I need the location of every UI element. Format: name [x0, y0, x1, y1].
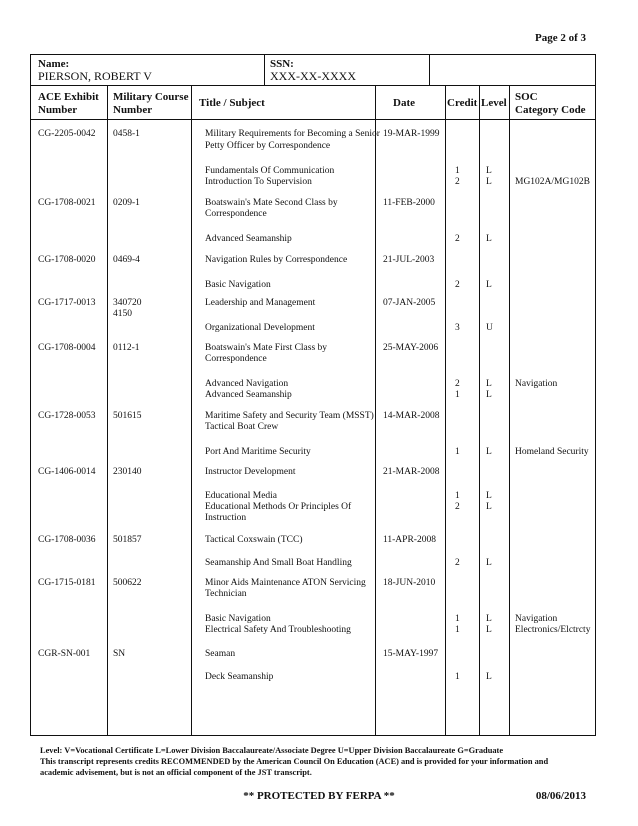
col-divider-date — [445, 85, 446, 735]
credit-value: 1 — [455, 447, 460, 457]
course-title: Tactical Boat Crew — [205, 422, 279, 432]
col-header-soc-1: SOC — [515, 91, 538, 103]
course-date: 07-JAN-2005 — [383, 298, 436, 308]
military-course-number: 4150 — [113, 309, 132, 319]
course-title: Seaman — [205, 649, 236, 659]
course-title: Boatswain's Mate Second Class by — [205, 198, 338, 208]
level-value: L — [486, 166, 492, 176]
col-header-ace-1: ACE Exhibit — [38, 91, 99, 103]
footer-legend — [40, 745, 600, 778]
course-title: Electrical Safety And Troubleshooting — [205, 625, 351, 635]
course-title: Military Requirements for Becoming a Senior — [205, 129, 380, 139]
course-title: Minor Aids Maintenance ATON Servicing — [205, 578, 366, 588]
military-course-number: 501615 — [113, 411, 142, 421]
course-title: Technician — [205, 589, 247, 599]
name-label: Name: — [38, 58, 70, 70]
level-value: L — [486, 672, 492, 682]
level-value: L — [486, 614, 492, 624]
level-value: L — [486, 502, 492, 512]
military-course-number: SN — [113, 649, 126, 659]
credit-value: 1 — [455, 166, 460, 176]
level-value: L — [486, 390, 492, 400]
course-title: Educational Methods Or Principles Of — [205, 502, 352, 512]
credit-value: 2 — [455, 558, 460, 568]
credit-value: 1 — [455, 625, 460, 635]
ace-exhibit-number: CG-1708-0004 — [38, 343, 96, 353]
course-date: 19-MAR-1999 — [383, 129, 440, 139]
military-course-number: 500622 — [113, 578, 142, 588]
course-title: Leadership and Management — [205, 298, 316, 308]
course-title: Fundamentals Of Communication — [205, 166, 335, 176]
credit-value: 1 — [455, 390, 460, 400]
course-title: Seamanship And Small Boat Handling — [205, 558, 352, 568]
course-title: Introduction To Supervision — [205, 177, 312, 187]
credit-value: 1 — [455, 672, 460, 682]
course-date: 11-FEB-2000 — [383, 198, 435, 208]
military-course-number: 0209-1 — [113, 198, 140, 208]
soc-category-code: MG102A/MG102B — [515, 177, 590, 187]
level-value: L — [486, 234, 492, 244]
level-value: L — [486, 558, 492, 568]
course-date: 21-JUL-2003 — [383, 255, 435, 265]
soc-category-code: Navigation — [515, 379, 558, 389]
ace-exhibit-number: CG-1728-0053 — [38, 411, 96, 421]
level-value: L — [486, 625, 492, 635]
level-value: L — [486, 379, 492, 389]
course-title: Instruction — [205, 513, 247, 523]
ace-note-line-2: academic advisement, but is not an official component of the JST transcript. — [40, 768, 312, 777]
course-date: 11-APR-2008 — [383, 535, 436, 545]
transcript-frame — [30, 54, 596, 736]
course-date: 18-JUN-2010 — [383, 578, 436, 588]
level-value: U — [486, 323, 493, 333]
credit-value: 2 — [455, 234, 460, 244]
ace-exhibit-number: CGR-SN-001 — [38, 649, 91, 659]
col-header-ace-2: Number — [38, 104, 78, 116]
ace-exhibit-number: CG-1717-0013 — [38, 298, 96, 308]
course-title: Maritime Safety and Security Team (MSST) — [205, 411, 374, 421]
course-title: Correspondence — [205, 209, 267, 219]
credit-value: 1 — [455, 491, 460, 501]
level-legend: Level: V=Vocational Certificate L=Lower Division Baccalaureate/Associate Degree U=Upper Division Baccalaureate G=Graduate — [40, 746, 504, 755]
ace-exhibit-number: CG-1708-0021 — [38, 198, 96, 208]
military-course-number: 0112-1 — [113, 343, 140, 353]
page-number: Page 2 of 3 — [534, 32, 586, 44]
ace-exhibit-number: CG-1406-0014 — [38, 467, 96, 477]
course-date: 14-MAR-2008 — [383, 411, 440, 421]
ace-note-line-1: This transcript represents credits RECOMMENDED by the American Council On Education (ACE) and is provided for your information and — [40, 757, 549, 766]
course-date: 15-MAY-1997 — [383, 649, 439, 659]
col-header-title: Title / Subject — [199, 97, 265, 109]
course-title: Petty Officer by Correspondence — [205, 141, 331, 151]
military-course-number: 230140 — [113, 467, 142, 477]
level-value: L — [486, 280, 492, 290]
course-title: Tactical Coxswain (TCC) — [205, 535, 303, 545]
ssn-end-divider — [429, 55, 430, 85]
course-title: Basic Navigation — [205, 614, 271, 624]
col-header-mil-1: Military Course — [113, 91, 189, 103]
course-title: Correspondence — [205, 354, 267, 364]
course-title: Educational Media — [205, 491, 278, 501]
ace-exhibit-number: CG-1715-0181 — [38, 578, 96, 588]
name-ssn-divider — [264, 55, 265, 85]
credit-value: 2 — [455, 502, 460, 512]
military-course-number: 0458-1 — [113, 129, 140, 139]
soc-category-code: Navigation — [515, 614, 558, 624]
ssn-value: XXX-XX-XXXX — [270, 69, 356, 83]
col-divider-credit — [479, 85, 480, 735]
ace-exhibit-number: CG-1708-0036 — [38, 535, 96, 545]
soc-category-code: Homeland Security — [515, 447, 589, 457]
course-title: Organizational Development — [205, 323, 315, 333]
col-divider-military — [191, 85, 192, 735]
course-title: Advanced Seamanship — [205, 390, 292, 400]
soc-category-code: Electronics/Elctrcty — [515, 625, 591, 635]
ssn-label: SSN: — [270, 58, 294, 70]
course-date: 21-MAR-2008 — [383, 467, 440, 477]
military-course-number: 340720 — [113, 298, 142, 308]
col-divider-title — [375, 85, 376, 735]
course-title: Boatswain's Mate First Class by — [205, 343, 328, 353]
col-header-level: Level — [481, 97, 507, 109]
col-header-credit: Credit — [447, 97, 478, 109]
course-date: 25-MAY-2006 — [383, 343, 439, 353]
col-header-mil-2: Number — [113, 104, 153, 116]
ace-exhibit-number: CG-1708-0020 — [38, 255, 96, 265]
name-value: PIERSON, ROBERT V — [38, 69, 152, 83]
col-divider-level — [509, 85, 510, 735]
credit-value: 2 — [455, 280, 460, 290]
military-course-number: 0469-4 — [113, 255, 140, 265]
credit-value: 2 — [455, 379, 460, 389]
col-header-soc-2: Category Code — [515, 104, 586, 116]
col-divider-ace — [107, 85, 108, 735]
military-course-number: 501857 — [113, 535, 142, 545]
credit-value: 2 — [455, 177, 460, 187]
course-title: Instructor Development — [205, 467, 296, 477]
ace-exhibit-number: CG-2205-0042 — [38, 129, 96, 139]
course-title: Advanced Navigation — [205, 379, 289, 389]
ferpa-notice: ** PROTECTED BY FERPA ** — [243, 790, 395, 802]
course-title: Basic Navigation — [205, 280, 271, 290]
level-value: L — [486, 447, 492, 457]
course-title: Deck Seamanship — [205, 672, 274, 682]
level-value: L — [486, 491, 492, 501]
print-date: 08/06/2013 — [535, 790, 586, 802]
course-title: Navigation Rules by Correspondence — [205, 255, 348, 265]
course-title: Advanced Seamanship — [205, 234, 292, 244]
credit-value: 3 — [455, 323, 460, 333]
level-value: L — [486, 177, 492, 187]
course-title: Port And Maritime Security — [205, 447, 311, 457]
credit-value: 1 — [455, 614, 460, 624]
col-header-date: Date — [393, 97, 415, 109]
